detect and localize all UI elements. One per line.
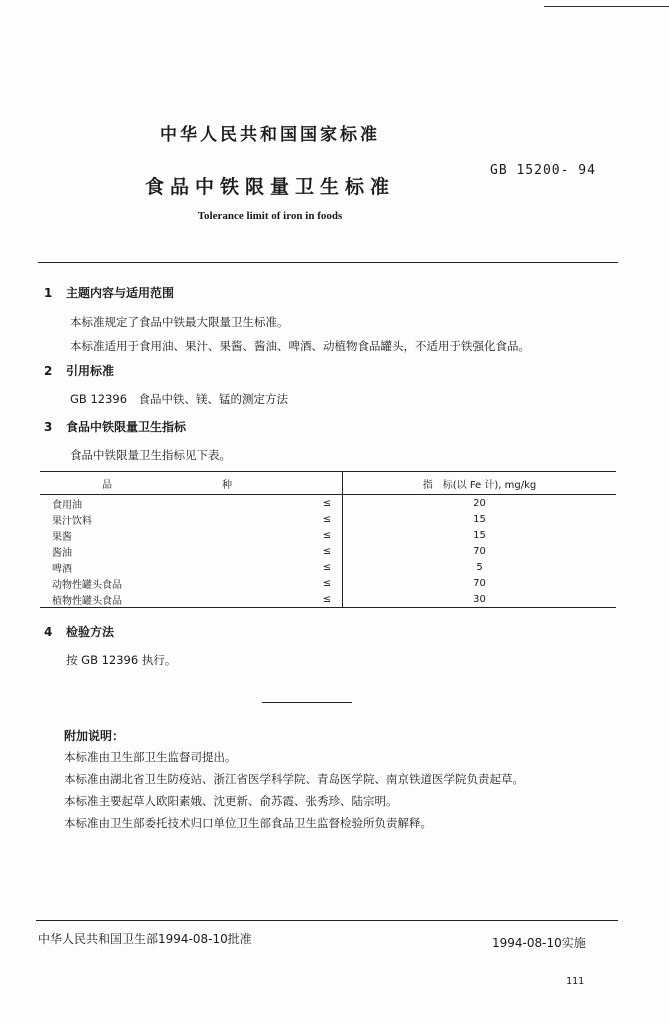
header-limit: 指 标(以 Fe 计), mg/kg xyxy=(343,472,617,495)
table-row xyxy=(40,543,616,559)
row-item: 酱油 xyxy=(52,547,72,559)
row-op: ≤ xyxy=(312,527,343,543)
section-1-paragraph-1: 本标准规定了食品中铁最大限量卫生标准。 xyxy=(70,315,289,329)
row-item: 果汁饮料 xyxy=(52,515,92,527)
title-rule xyxy=(38,262,618,263)
row-op: ≤ xyxy=(312,575,343,591)
row-value: 15 xyxy=(473,529,486,541)
table-header-row xyxy=(40,472,616,495)
standard-number: GB 15200- 94 xyxy=(490,163,596,178)
header-item: 品 种 xyxy=(40,472,312,495)
row-value: 20 xyxy=(473,497,486,509)
section-number: 1 xyxy=(44,286,53,300)
section-title: 引用标准 xyxy=(66,364,115,378)
document-title: 食品中铁限量卫生标准 xyxy=(144,176,395,198)
row-op: ≤ xyxy=(312,559,343,575)
section-4-paragraph-1: 按 GB 12396 执行。 xyxy=(66,653,177,667)
section-3-paragraph-1: 食品中铁限量卫生指标见下表。 xyxy=(70,448,231,462)
row-value: 70 xyxy=(473,577,486,589)
row-item: 植物性罐头食品 xyxy=(40,591,312,608)
section-number: 4 xyxy=(44,625,53,639)
appendix-line: 本标准由卫生部卫生监督司提出。 xyxy=(64,750,237,764)
top-edge-rule xyxy=(544,6,669,7)
section-4-heading xyxy=(44,623,114,640)
row-item: 动物性罐头食品 xyxy=(52,579,122,591)
section-number: 2 xyxy=(44,364,53,378)
appendix-line: 本标准由湖北省卫生防疫站、浙江省医学科学院、青岛医学院、南京铁道医学院负责起草。 xyxy=(64,772,524,786)
table-row xyxy=(40,527,616,543)
header-op xyxy=(312,472,343,495)
effective-date: 1994-08-10实施 xyxy=(492,936,586,950)
section-2-heading xyxy=(44,362,114,379)
table-row xyxy=(40,511,616,527)
row-op: ≤ xyxy=(312,543,343,559)
row-value: 70 xyxy=(473,545,486,557)
row-item: 啤酒 xyxy=(52,563,72,575)
iron-limit-table xyxy=(40,471,616,608)
table-row xyxy=(40,575,616,591)
row-item: 食用油 xyxy=(52,499,82,511)
appendix-line: 本标准由卫生部委托技术归口单位卫生部食品卫生监督检验所负责解释。 xyxy=(64,816,432,830)
section-3-heading xyxy=(44,418,186,435)
table-row xyxy=(40,495,616,512)
section-2-paragraph-1: GB 12396 食品中铁、镁、锰的测定方法 xyxy=(70,392,289,406)
table-row xyxy=(40,591,616,608)
row-value: 15 xyxy=(473,513,486,525)
footer-rule xyxy=(36,920,618,921)
row-op: ≤ xyxy=(312,591,343,608)
row-value: 5 xyxy=(476,561,483,573)
row-op: ≤ xyxy=(312,495,343,512)
appendix-heading: 附加说明： xyxy=(64,729,125,743)
section-1-paragraph-2: 本标准适用于食用油、果汁、果酱、酱油、啤酒、动植物食品罐头，不适用于铁强化食品。 xyxy=(70,339,530,353)
section-title: 主题内容与适用范围 xyxy=(66,286,175,300)
approval-line: 中华人民共和国卫生部1994-08-10批准 xyxy=(38,932,252,946)
page-number: 111 xyxy=(566,976,585,987)
table-row xyxy=(40,559,616,575)
section-title: 食品中铁限量卫生指标 xyxy=(66,420,187,434)
row-op: ≤ xyxy=(312,511,343,527)
section-number: 3 xyxy=(44,420,53,434)
national-standard-heading: 中华人民共和国国家标准 xyxy=(160,125,380,145)
english-title: Tolerance limit of iron in foods xyxy=(197,210,343,222)
row-item: 果酱 xyxy=(52,531,72,543)
section-1-heading xyxy=(44,284,174,301)
appendix-line: 本标准主要起草人欧阳素娥、沈更新、俞苏霞、张秀珍、陆宗明。 xyxy=(64,794,398,808)
divider xyxy=(262,702,352,703)
row-value: 30 xyxy=(343,591,617,608)
section-title: 检验方法 xyxy=(66,625,115,639)
